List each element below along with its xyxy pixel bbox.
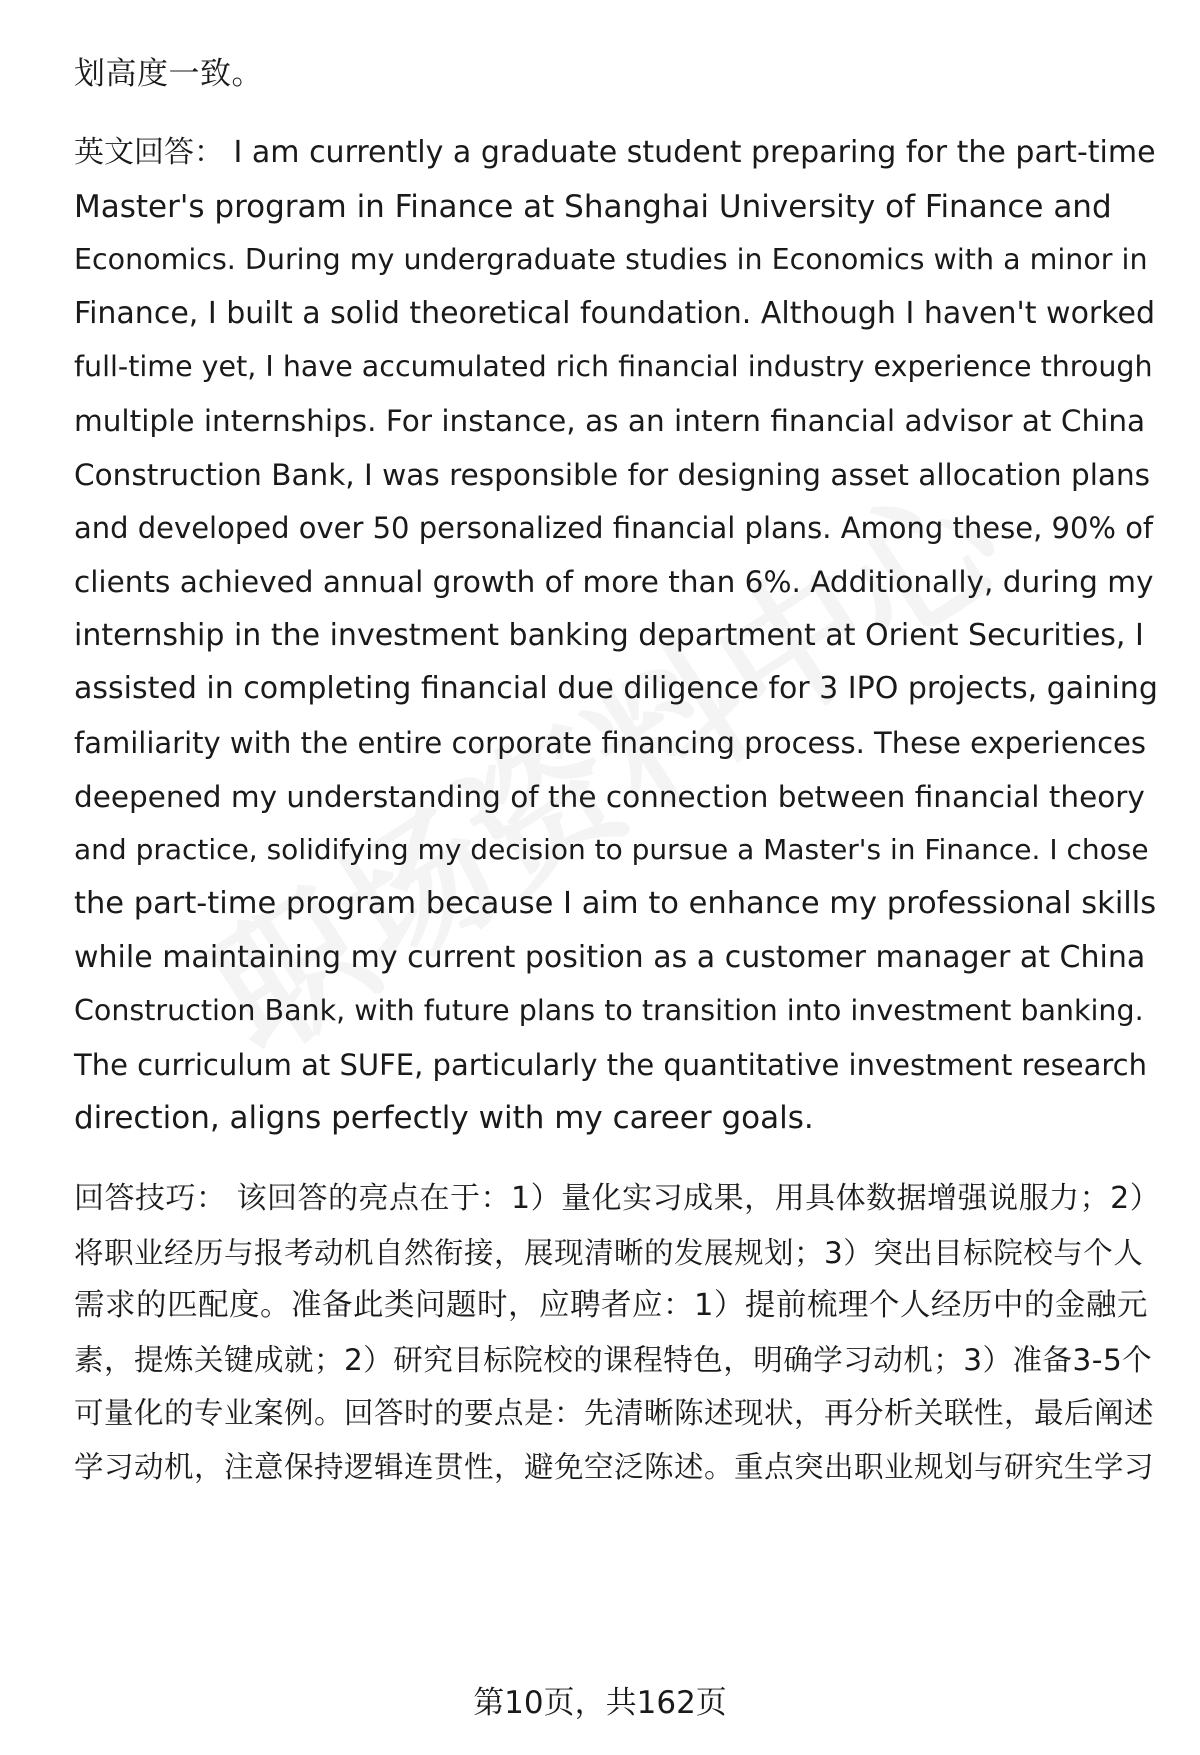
english-answer-line: full-time yet, I have accumulated rich financial industry experience through xyxy=(74,350,1153,383)
english-answer-line: and practice, solidifying my decision to pursue a Master's in Finance. I chose xyxy=(74,833,1149,866)
english-answer-line: deepened my understanding of the connection between financial theory xyxy=(74,780,1145,814)
english-answer-line: and developed over 50 personalized financial plans. Among these, 90% of xyxy=(74,511,1154,545)
english-answer-line: assisted in completing financial due diligence for 3 IPO projects, gaining xyxy=(74,671,1158,706)
english-answer-line: 英文回答： I am currently a graduate student preparing for the part-time xyxy=(74,135,1156,170)
english-answer-line: multiple internships. For instance, as an intern financial advisor at China xyxy=(74,404,1146,438)
intro-line: 划高度一致。 xyxy=(74,56,263,92)
tips-line: 回答技巧： 该回答的亮点在于：1）量化实习成果，用具体数据增强说服力；2） xyxy=(74,1181,1161,1216)
english-answer-line: familiarity with the entire corporate financing process. These experiences xyxy=(74,726,1146,760)
tips-line: 素，提炼关键成就；2）研究目标院校的课程特色，明确学习动机；3）准备3-5个 xyxy=(74,1343,1153,1377)
english-answer-line: Economics. During my undergraduate studies in Economics with a minor in xyxy=(74,243,1148,276)
english-answer-line: The curriculum at SUFE, particularly the quantitative investment research xyxy=(74,1048,1147,1082)
english-answer-line: internship in the investment banking department at Orient Securities, I xyxy=(74,618,1144,653)
english-answer-line: Construction Bank, I was responsible for designing asset allocation plans xyxy=(74,458,1151,492)
english-answer-line: while maintaining my current position as a customer manager at China xyxy=(74,940,1146,975)
english-answer-line: Construction Bank, with future plans to transition into investment banking. xyxy=(74,994,1144,1027)
tips-line: 学习动机，注意保持逻辑连贯性，避免空泛陈述。重点突出职业规划与研究生学习 xyxy=(74,1450,1155,1484)
tips-line: 需求的匹配度。准备此类问题时，应聘者应：1）提前梳理个人经历中的金融元 xyxy=(74,1288,1148,1323)
english-answer-line: clients achieved annual growth of more than 6%. Additionally, during my xyxy=(74,565,1154,599)
english-answer-line: direction, aligns perfectly with my career goals. xyxy=(74,1100,814,1136)
page-number: 第10页，共162页 xyxy=(473,1685,727,1721)
english-answer-line: Master's program in Finance at Shanghai University of Finance and xyxy=(74,189,1112,225)
tips-line: 将职业经历与报考动机自然衔接，展现清晰的发展规划；3）突出目标院校与个人 xyxy=(74,1236,1144,1270)
english-answer-line: Finance, I built a solid theoretical foundation. Although I haven't worked xyxy=(74,296,1156,331)
tips-line: 可量化的专业案例。回答时的要点是：先清晰陈述现状，再分析关联性，最后阐述 xyxy=(74,1396,1155,1430)
english-answer-line: the part-time program because I aim to enhance my professional skills xyxy=(74,886,1157,921)
